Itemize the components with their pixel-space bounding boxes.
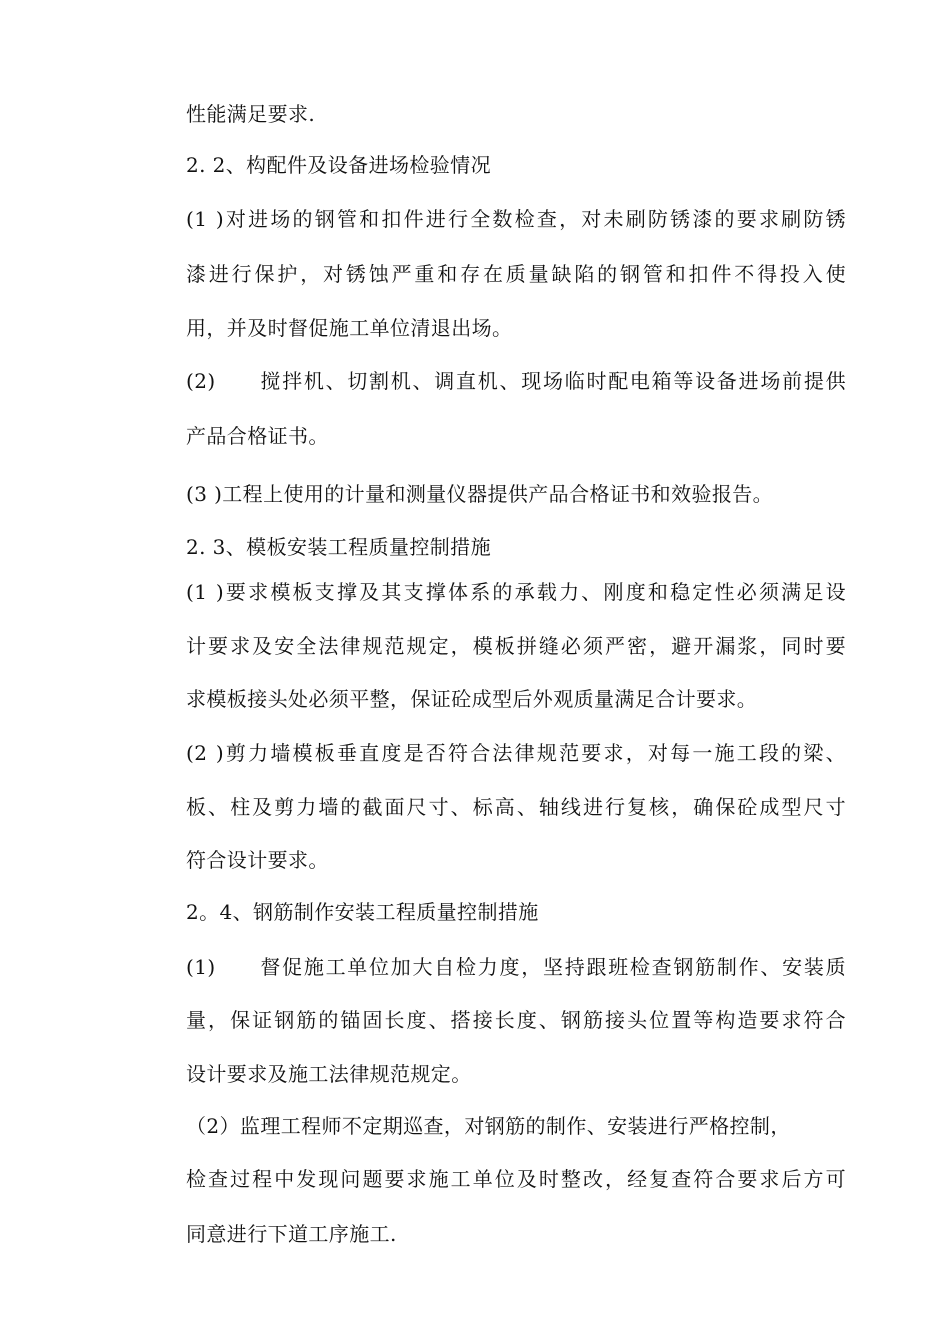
text-line: 符合设计要求。: [186, 848, 329, 872]
section-heading: 2. 2、构配件及设备进场检验情况: [186, 153, 491, 177]
text-line: 产品合格证书。: [186, 424, 329, 448]
text-line: 检查过程中发现问题要求施工单位及时整改，经复查符合要求后方可: [186, 1167, 846, 1191]
text-line: (2) 搅拌机、切割机、调直机、现场临时配电箱等设备进场前提供: [186, 369, 846, 393]
text-line: 求模板接头处必须平整，保证砼成型后外观质量满足合计要求。: [186, 687, 758, 711]
text-line: (2 )剪力墙模板垂直度是否符合法律规范要求，对每一施工段的梁、: [186, 741, 846, 765]
text-line: (1 )对进场的钢管和扣件进行全数检查，对未刷防锈漆的要求刷防锈: [186, 207, 846, 231]
text-line: 漆进行保护，对锈蚀严重和存在质量缺陷的钢管和扣件不得投入使: [186, 262, 846, 286]
section-heading: 2。4、钢筋制作安装工程质量控制措施: [186, 900, 539, 924]
text-line: 计要求及安全法律规范规定，模板拼缝必须严密，避开漏浆，同时要: [186, 634, 846, 658]
text-line: 性能满足要求.: [186, 102, 316, 126]
text-line: (1 )要求模板支撑及其支撑体系的承载力、刚度和稳定性必须满足设: [186, 580, 846, 604]
text-line: 板、柱及剪力墙的截面尺寸、标高、轴线进行复核，确保砼成型尺寸: [186, 795, 846, 819]
section-heading: 2. 3、模板安装工程质量控制措施: [186, 535, 491, 559]
text-line: 用，并及时督促施工单位清退出场。: [186, 316, 513, 340]
text-line: (3 )工程上使用的计量和测量仪器提供产品合格证书和效验报告。: [186, 482, 774, 506]
text-line: (1) 督促施工单位加大自检力度，坚持跟班检查钢筋制作、安装质: [186, 955, 846, 979]
text-line: 同意进行下道工序施工.: [186, 1222, 397, 1246]
text-line: 设计要求及施工法律规范规定。: [186, 1062, 472, 1086]
text-line: 量，保证钢筋的锚固长度、搭接长度、钢筋接头位置等构造要求符合: [186, 1008, 846, 1032]
text-line: （2）监理工程师不定期巡查，对钢筋的制作、安装进行严格控制，: [186, 1114, 791, 1138]
